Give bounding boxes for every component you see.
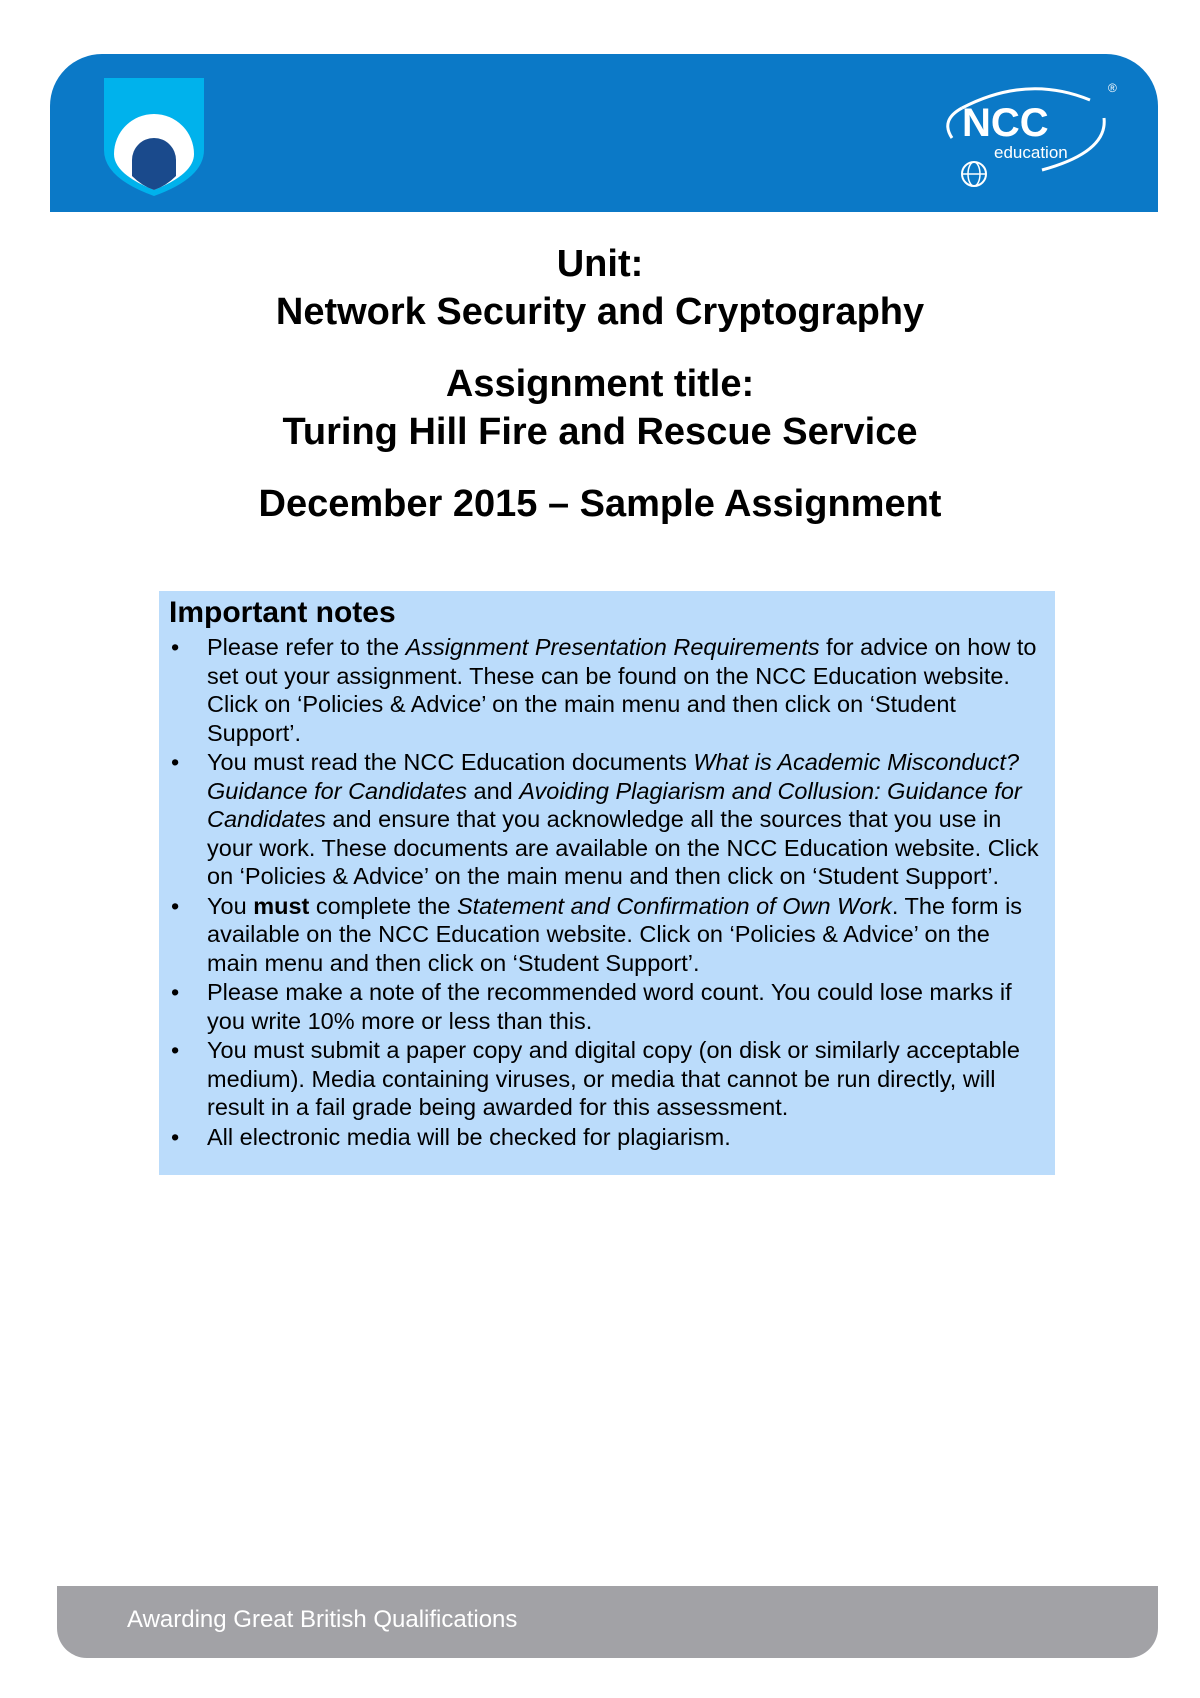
ncc-education-logo (932, 78, 1122, 188)
assignment-name: Turing Hill Fire and Rescue Service (282, 411, 918, 453)
title-block (0, 240, 1200, 528)
bullet-icon: • (171, 1123, 180, 1150)
bullet-icon: • (171, 892, 180, 919)
header-band (50, 54, 1158, 212)
list-item: • All electronic media will be checked for plagiarism. (171, 1123, 731, 1150)
list-item: • You must read the NCC Education documents What is Academic Misconduct? Guidance for Candidates and Avoiding Plagiarism and Collusion: Guidance for Candidates and ensure that you acknowledge all the sources that you use in your work. These documents are available on the NCC Education website. Click on ‘Policies & Advice’ on the main menu and then click on ‘Student Support’. (171, 749, 1039, 889)
important-notes-box (159, 591, 1055, 1175)
svg-text:education: education (994, 143, 1068, 162)
bullet-icon: • (171, 749, 180, 775)
svg-text:®: ® (1108, 81, 1117, 95)
session-title: December 2015 – Sample Assignment (258, 483, 942, 525)
list-item: • You must submit a paper copy and digital copy (on disk or similarly acceptable medium). Media containing viruses, or media that cannot be run directly, will result in a fail grade being awarded for this assessment. (171, 1037, 1020, 1120)
list-item: • You must complete the Statement and Confirmation of Own Work. The form is available on the NCC Education website. Click on ‘Policies & Advice’ on the main menu and then click on ‘Student Support’. (171, 892, 1023, 976)
unit-name: Network Security and Cryptography (275, 291, 925, 333)
footer-tagline: Awarding Great British Qualifications (127, 1606, 518, 1633)
shield-logo-icon (104, 78, 204, 196)
footer-band (57, 1586, 1158, 1658)
bullet-icon: • (171, 979, 180, 1005)
list-item: • Please refer to the Assignment Presentation Requirements for advice on how to set out your assignment. These can be found on the NCC Education website. Click on ‘Policies & Advice’ on the main menu and then click on ‘Student Support’. (171, 634, 1037, 746)
bullet-icon: • (171, 1037, 180, 1063)
bullet-icon: • (171, 634, 180, 660)
notes-list (169, 633, 1043, 1151)
list-item: • Please make a note of the recommended word count. You could lose marks if you write 10% more or less than this. (171, 979, 1012, 1034)
unit-label: Unit: (556, 243, 644, 285)
assignment-label: Assignment title: (445, 363, 755, 405)
notes-heading: Important notes (169, 596, 396, 629)
svg-text:NCC: NCC (962, 101, 1049, 145)
